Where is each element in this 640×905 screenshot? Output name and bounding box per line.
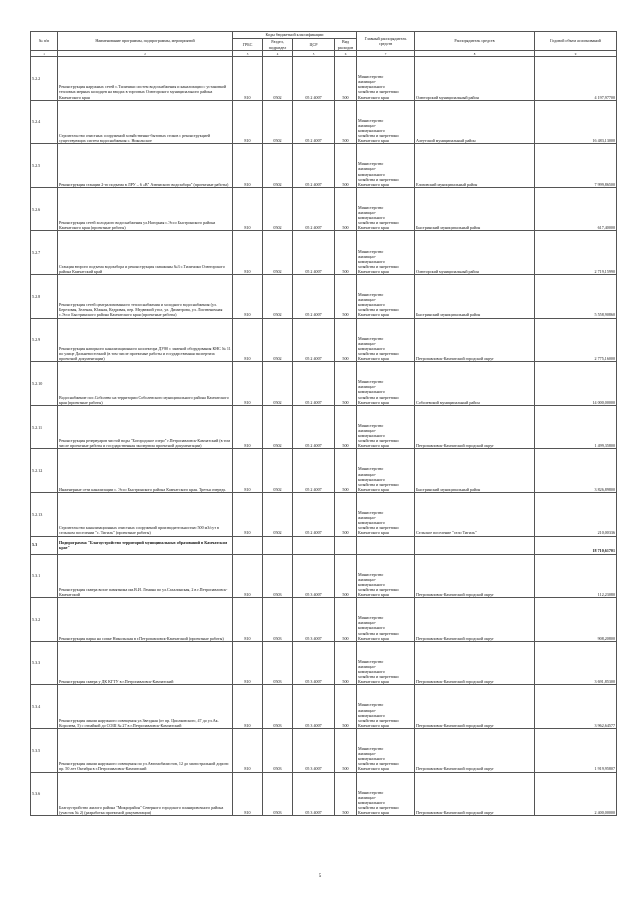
csr-code: 05 3 4007	[293, 598, 335, 642]
expense-type-code: 500	[335, 318, 357, 362]
row-number: 5.3.1	[31, 554, 58, 598]
chief-administrator: Министерство жилищно- коммунального хозяйства и энергетики Камчатского края	[357, 728, 415, 772]
index-cell: 6	[335, 51, 357, 57]
fund-recipient: Петропавловск-Камчатский городской округ	[415, 405, 535, 449]
section-code: 0502	[263, 274, 293, 318]
fund-recipient: Сельское поселение "село Тигиль"	[415, 492, 535, 536]
annual-amount: 3 962,64577	[535, 685, 617, 729]
fund-recipient: Петропавловск-Камчатский городской округ	[415, 598, 535, 642]
grbs-code	[233, 536, 263, 554]
table-row	[31, 100, 617, 144]
fund-recipient: Алеутский муниципальный район	[415, 100, 535, 144]
fund-recipient: Быстринский муниципальный район	[415, 449, 535, 493]
budget-table	[30, 31, 617, 816]
annual-amount: 16 483,13000	[535, 100, 617, 144]
grbs-code: 810	[233, 641, 263, 685]
grbs-code: 810	[233, 57, 263, 101]
grbs-code: 810	[233, 274, 263, 318]
table-row	[31, 362, 617, 406]
section-code: 0502	[263, 57, 293, 101]
row-number: 5.3.4	[31, 685, 58, 729]
expense-type-code: 500	[335, 728, 357, 772]
annual-amount: 617,40000	[535, 187, 617, 231]
subprogram-row	[31, 536, 617, 554]
activity-name: Реконструкция резервуаров чистой воды "Богородское озеро" г.Петропавловск-Камчатский (в том числе проектные работы и государственная экспертиза проектной документации)	[58, 405, 233, 449]
activity-name: Реконструкция напорного канализационного коллектора ДУ80 с заменой оборудования КНС № 11 по улице Дальневосточной (в том числе проектные работы и государственная экспертиза проектной документации)	[58, 318, 233, 362]
section-code: 0502	[263, 318, 293, 362]
header-recipient: Распорядитель средств	[415, 32, 535, 51]
grbs-code: 810	[233, 362, 263, 406]
fund-recipient: Олюторский муниципальный район	[415, 231, 535, 275]
expense-type-code	[335, 536, 357, 554]
grbs-code: 810	[233, 144, 263, 188]
header-num: № п/п	[31, 32, 58, 51]
table-row	[31, 492, 617, 536]
section-code: 0502	[263, 362, 293, 406]
expense-type-code: 500	[335, 187, 357, 231]
fund-recipient	[415, 536, 535, 554]
activity-name: Инженерные сети канализации с. Эссо Быстринского района Камчатского края. Третья очередь	[58, 449, 233, 493]
activity-name: Строительство канализационных очистных сооружений производительностью 500 м3/сут в сельском поселении "с. Тигиль" (проектные работы)	[58, 492, 233, 536]
table-row	[31, 685, 617, 729]
expense-type-code: 500	[335, 405, 357, 449]
row-number: 5.2.4	[31, 100, 58, 144]
section-code: 0503	[263, 728, 293, 772]
annual-amount: 14 000,00000	[535, 362, 617, 406]
csr-code: 05 2 4007	[293, 274, 335, 318]
index-cell: 5	[293, 51, 335, 57]
annual-amount: 1 499,35800	[535, 405, 617, 449]
header-amount: Годовой объем ассигнований	[535, 32, 617, 51]
grbs-code: 810	[233, 405, 263, 449]
chief-administrator: Министерство жилищно- коммунального хозяйства и энергетики Камчатского края	[357, 685, 415, 729]
csr-code: 05 2 4007	[293, 362, 335, 406]
section-code: 0503	[263, 641, 293, 685]
index-cell: 3	[233, 51, 263, 57]
activity-name: Подпрограмма "Благоустройство территорий муниципальных образований в Камчатском крае"	[58, 536, 233, 554]
grbs-code: 810	[233, 772, 263, 816]
section-code: 0502	[263, 492, 293, 536]
row-number: 5.3.3	[31, 641, 58, 685]
fund-recipient: Елизовский муниципальный район	[415, 144, 535, 188]
header-section: Раздел, подраздел	[263, 39, 293, 51]
csr-code: 05 3 4007	[293, 685, 335, 729]
csr-code: 05 2 4007	[293, 144, 335, 188]
activity-name: Благоустройство жилого района "Микрорайон" Северного городского планировочного района (участок № 2) (разработка проектной документации)	[58, 772, 233, 816]
row-number: 5.2.9	[31, 318, 58, 362]
fund-recipient: Петропавловск-Камчатский городской округ	[415, 772, 535, 816]
index-cell: 4	[263, 51, 293, 57]
csr-code: 05 3 4007	[293, 728, 335, 772]
table-row	[31, 554, 617, 598]
expense-type-code: 500	[335, 772, 357, 816]
csr-code	[293, 536, 335, 554]
header-codes-group: Коды бюджетной классификации	[233, 32, 357, 39]
fund-recipient: Петропавловск-Камчатский городской округ	[415, 641, 535, 685]
row-number: 5.3.2	[31, 598, 58, 642]
csr-code: 05 3 4007	[293, 772, 335, 816]
activity-name: Строительство очистных сооружений хозяйственно-бытовых стоков с реконструкцией существующих систем водоснабжения с. Никольское	[58, 100, 233, 144]
expense-type-code: 500	[335, 598, 357, 642]
grbs-code: 810	[233, 187, 263, 231]
activity-name: Реконструкция сквера возле памятника им.В.И. Ленина по ул.Сахалинская, 2 в г.Петропавловск-Камчатский	[58, 554, 233, 598]
csr-code: 05 2 4007	[293, 318, 335, 362]
chief-administrator: Министерство жилищно- коммунального хозяйства и энергетики Камчатского края	[357, 187, 415, 231]
csr-code: 05 3 4007	[293, 641, 335, 685]
table-row	[31, 57, 617, 101]
section-code: 0503	[263, 772, 293, 816]
row-number: 5.2.11	[31, 405, 58, 449]
section-code: 0502	[263, 100, 293, 144]
table-row	[31, 405, 617, 449]
index-cell: 7	[357, 51, 415, 57]
grbs-code: 810	[233, 685, 263, 729]
header-grbs: ГРБС	[233, 39, 263, 51]
header-name: Наименование программы, подпрограммы, мероприятий	[58, 32, 233, 51]
row-number: 5.2.6	[31, 187, 58, 231]
grbs-code: 810	[233, 492, 263, 536]
index-cell: 8	[415, 51, 535, 57]
chief-administrator: Министерство жилищно- коммунального хозяйства и энергетики Камчатского края	[357, 598, 415, 642]
section-code: 0502	[263, 187, 293, 231]
row-number: 5.3.5	[31, 728, 58, 772]
annual-amount: 3 691,85300	[535, 641, 617, 685]
chief-administrator: Министерство жилищно- коммунального хозяйства и энергетики Камчатского края	[357, 231, 415, 275]
row-number: 5.3.6	[31, 772, 58, 816]
expense-type-code: 500	[335, 449, 357, 493]
annual-amount: 2 775,16000	[535, 318, 617, 362]
annual-amount: 908,20800	[535, 598, 617, 642]
row-number: 5.2.5	[31, 144, 58, 188]
activity-name: Водоснабжение пос.Соболево на территории Соболевского муниципального района Камчатского края (проектные работы)	[58, 362, 233, 406]
expense-type-code: 500	[335, 100, 357, 144]
grbs-code: 810	[233, 231, 263, 275]
section-code: 0502	[263, 405, 293, 449]
fund-recipient: Быстринский муниципальный район	[415, 274, 535, 318]
fund-recipient: Быстринский муниципальный район	[415, 187, 535, 231]
csr-code: 05 2 4007	[293, 187, 335, 231]
grbs-code: 810	[233, 728, 263, 772]
chief-administrator: Министерство жилищно- коммунального хозяйства и энергетики Камчатского края	[357, 405, 415, 449]
table-row	[31, 598, 617, 642]
section-code: 0502	[263, 449, 293, 493]
page-number: 5	[318, 874, 322, 879]
row-number: 5.2.10	[31, 362, 58, 406]
table-row	[31, 187, 617, 231]
expense-type-code: 500	[335, 554, 357, 598]
row-number: 5.2.8	[31, 274, 58, 318]
fund-recipient: Соболевский муниципальный район	[415, 362, 535, 406]
expense-type-code: 500	[335, 685, 357, 729]
table-row	[31, 231, 617, 275]
csr-code: 05 2 4007	[293, 100, 335, 144]
grbs-code: 810	[233, 318, 263, 362]
grbs-code: 810	[233, 598, 263, 642]
fund-recipient: Олюторский муниципальный район	[415, 57, 535, 101]
activity-name: Реконструкция парка на сопке Никольская в г.Петропавловск-Камчатский (проектные работы)	[58, 598, 233, 642]
annual-amount: 2 719,15990	[535, 231, 617, 275]
row-number: 5.3	[31, 536, 58, 554]
section-code	[263, 536, 293, 554]
grbs-code: 810	[233, 449, 263, 493]
table-body	[31, 57, 617, 816]
header-vr: Вид расходов	[335, 39, 357, 51]
index-cell: 2	[58, 51, 233, 57]
chief-administrator: Министерство жилищно- коммунального хозяйства и энергетики Камчатского края	[357, 554, 415, 598]
table-row	[31, 641, 617, 685]
grbs-code: 810	[233, 554, 263, 598]
activity-name: Реконструкция наружных сетей с.Тиличики систем водоснабжения и канализации с установкой тепловых мерных колодцев на вводах в торговых Олюторского муниципального района Камчатского края	[58, 57, 233, 101]
csr-code: 05 3 4007	[293, 554, 335, 598]
chief-administrator: Министерство жилищно- коммунального хозяйства и энергетики Камчатского края	[357, 492, 415, 536]
csr-code: 05 2 4007	[293, 492, 335, 536]
table-row	[31, 318, 617, 362]
chief-administrator: Министерство жилищно- коммунального хозяйства и энергетики Камчатского края	[357, 100, 415, 144]
row-number: 5.2.7	[31, 231, 58, 275]
activity-name: Реконструкция сквера у ДК КГТУ в г.Петропавловск-Камчатский	[58, 641, 233, 685]
chief-administrator: Министерство жилищно- коммунального хозяйства и энергетики Камчатского края	[357, 274, 415, 318]
fund-recipient: Петропавловск-Камчатский городской округ	[415, 554, 535, 598]
expense-type-code: 500	[335, 231, 357, 275]
annual-amount: 1 919,95807	[535, 728, 617, 772]
fund-recipient: Петропавловск-Камчатский городской округ	[415, 318, 535, 362]
csr-code: 05 2 4007	[293, 449, 335, 493]
annual-amount: 3 826,89800	[535, 449, 617, 493]
annual-amount: 112,23080	[535, 554, 617, 598]
row-number: 5.2.13	[31, 492, 58, 536]
section-code: 0503	[263, 598, 293, 642]
expense-type-code: 500	[335, 362, 357, 406]
chief-administrator: Министерство жилищно- коммунального хозяйства и энергетики Камчатского края	[357, 362, 415, 406]
chief-administrator: Министерство жилищно- коммунального хозяйства и энергетики Камчатского края	[357, 641, 415, 685]
annual-amount: 18 710,61701	[535, 536, 617, 554]
expense-type-code: 500	[335, 492, 357, 536]
section-code: 0502	[263, 144, 293, 188]
annual-amount: 2 400,00000	[535, 772, 617, 816]
activity-name: Реконструкция сетей централизованного теплоснабжения и холодного водоснабжения (ул. Березовая, Зеленая, Южная, Кедровая, пер. Медвежий угол, ул. Димитрова, ул. Лиственичная с.Эссо Быстринского района Камчатского края (проектные работы)	[58, 274, 233, 318]
csr-code: 05 2 4007	[293, 231, 335, 275]
header-admin: Главный распорядитель средств	[357, 32, 415, 51]
chief-administrator: Министерство жилищно- коммунального хозяйства и энергетики Камчатского края	[357, 772, 415, 816]
section-code: 0503	[263, 554, 293, 598]
chief-administrator: Министерство жилищно- коммунального хозяйства и энергетики Камчатского края	[357, 449, 415, 493]
index-cell: 1	[31, 51, 58, 57]
expense-type-code: 500	[335, 144, 357, 188]
row-number: 5.2.2	[31, 57, 58, 101]
expense-type-code: 500	[335, 641, 357, 685]
annual-amount: 7 999,86500	[535, 144, 617, 188]
expense-type-code: 500	[335, 274, 357, 318]
chief-administrator	[357, 536, 415, 554]
csr-code: 05 2 4007	[293, 57, 335, 101]
section-code: 0502	[263, 231, 293, 275]
header-csr: ЦСР	[293, 39, 335, 51]
index-cell: 9	[535, 51, 617, 57]
annual-amount: 5 558,90860	[535, 274, 617, 318]
grbs-code: 810	[233, 100, 263, 144]
fund-recipient: Петропавловск-Камчатский городской округ	[415, 685, 535, 729]
row-number: 5.2.12	[31, 449, 58, 493]
chief-administrator: Министерство жилищно- коммунального хозяйства и энергетики Камчатского края	[357, 318, 415, 362]
table-row	[31, 144, 617, 188]
section-code: 0503	[263, 685, 293, 729]
chief-administrator: Министерство жилищно- коммунального хозяйства и энергетики Камчатского края	[357, 144, 415, 188]
activity-name: Станция второго подъема водозабора и реконструкция скважины №3 с.Тиличики Олюторского района Камчатский край	[58, 231, 233, 275]
annual-amount: 210,00336	[535, 492, 617, 536]
expense-type-code: 500	[335, 57, 357, 101]
annual-amount: 4 197,97700	[535, 57, 617, 101]
activity-name: Реконструкция сетей холодного водоснабжения ул.Нагорная с.Эссо Быстринского района Камчатского края (проектные работы)	[58, 187, 233, 231]
table-row	[31, 728, 617, 772]
activity-name: Реконструкция линии наружного освещения ул.Звездная (от пр. Циолковского, 47 до ул.Ак. Королева, 5) с отпайкой до СОШ № 27 в г.Петропавловск-Камчатский	[58, 685, 233, 729]
table-row	[31, 274, 617, 318]
csr-code: 05 2 4007	[293, 405, 335, 449]
activity-name: Реконструкция станции 2-го подъема в ЛРУ – 6 «В" Аэвчиского водозабора" (проектные работы)	[58, 144, 233, 188]
activity-name: Реконструкция линии наружного освещения по ул.Автомобилистов, 12 до магистральной дороги пр. 50 лет Октября в г.Петропавловск-Камчатский	[58, 728, 233, 772]
chief-administrator: Министерство жилищно- коммунального хозяйства и энергетики Камчатского края	[357, 57, 415, 101]
table-row	[31, 772, 617, 816]
table-row	[31, 449, 617, 493]
fund-recipient: Петропавловск-Камчатский городской округ	[415, 728, 535, 772]
